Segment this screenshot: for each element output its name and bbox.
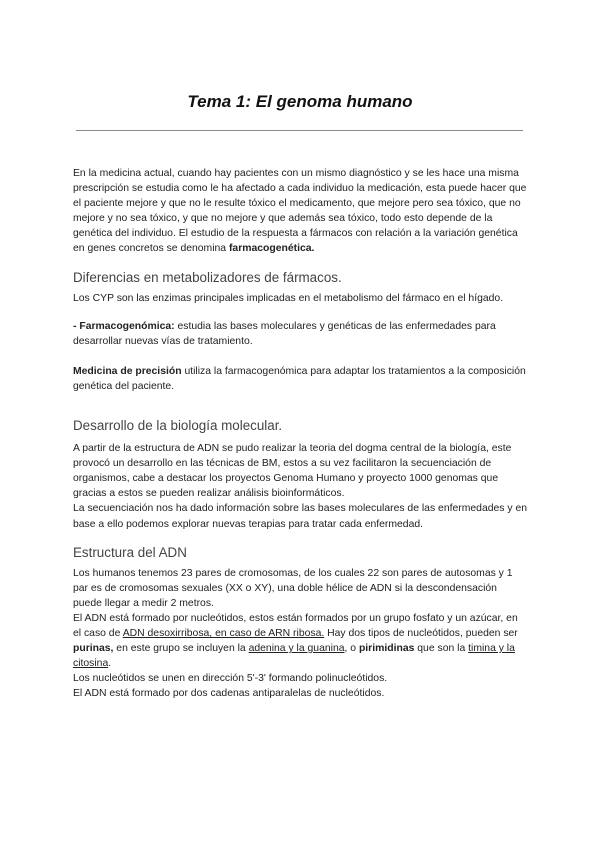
purinas-term: purinas, [73,643,114,655]
adn-text-c: en este grupo se incluyen la [113,643,249,655]
adn-paragraph-1: Los humanos tenemos 23 pares de cromosomas, de los cuales 22 son pares de autosomas y 1 par es de cromosomas sexuales (XX o XY), una doble hélice de ADN si la descondensación puede llegar a medir 2 metros. [73,567,513,609]
section-heading-metabolizadores: Diferencias en metabolizadores de fármacos. [73,269,342,285]
adn-paragraph-3: Los nucleótidos se unen en dirección 5'-3' formando polinucleótidos. [73,673,388,685]
document-body [73,166,528,701]
adn-paragraph-4: El ADN está formado por dos cadenas antiparalelas de nucleótidos. [73,688,385,700]
page-title: Tema 1: El genoma humano [187,92,413,111]
purinas-list-underlined: adenina y la guanina [248,643,345,655]
adn-paragraph-2 [73,611,528,671]
farmacogenomica-paragraph [73,319,528,349]
farmacogenomica-term: - Farmacogenómica: [73,320,175,332]
intro-text: En la medicina actual, cuando hay pacientes con un mismo diagnóstico y se les hace una misma prescripción se estudia como le ha afectado a cada individuo la medicación, esta puede hacer que el paciente mejore y que no le resulte tóxico el medicamento, que mejore pero sea tóxico, que no mejore y no sea tóxico, y que no mejore y que además sea tóxico, todo esto depende de la genética del individuo. El estudio de la respuesta a fármacos con relación a la variación genética en genes concretos se denomina [73,168,527,255]
adn-text-f: . [108,658,112,670]
pirimidinas-list-underlined: timina y la citosina [73,643,515,670]
adn-text-d: , o [344,643,359,655]
intro-paragraph [73,166,528,257]
adn-text-b: Hay dos tipos de nucleótidos, pueden ser [324,627,518,639]
cyp-paragraph: Los CYP son las enzimas principales implicadas en el metabolismo del fármaco en el hígado. [73,292,504,304]
farmacogenomica-text: estudia las bases moleculares y genéticas de las enfermedades para desarrollar nuevas vías de tratamiento. [73,320,496,347]
biologia-paragraph-2: La secuenciación nos ha dado información sobre las bases moleculares de las enfermedades y en base a ello podemos explorar nuevas terapias para tratar cada enfermedad. [73,503,527,530]
medicina-precision-text: utiliza la farmacogenómica para adaptar los tratamientos a la composición genética del paciente. [73,365,526,392]
title-divider [76,130,523,131]
adn-azucar-underlined: ADN desoxirribosa, en caso de ARN ribosa. [122,627,325,639]
section-heading-estructura-adn: Estructura del ADN [73,544,187,560]
adn-text-a: El ADN está formado por nucleótidos, estos están formados por un grupo fosfato y un azúcar, en el caso de [73,612,518,639]
pirimidinas-term: pirimidinas [358,643,415,655]
section-heading-biologia-molecular: Desarrollo de la biología molecular. [73,418,283,434]
biologia-paragraph-1: A partir de la estructura de ADN se pudo realizar la teoria del dogma central de la biología, este provocó un desarrollo en las técnicas de BM, estos a su vez facilitaron la secuenciación de organismos, cabe a destacar los proyectos Genoma Humano y proyecto 1000 genomas que gracias a estos se pueden realizar análisis bioinformáticos. [73,443,512,500]
intro-keyword: farmacogenética. [228,243,315,255]
medicina-precision-term: Medicina de precisión [73,365,182,377]
adn-text-e: que son la [414,643,469,655]
medicina-precision-paragraph [73,364,528,394]
